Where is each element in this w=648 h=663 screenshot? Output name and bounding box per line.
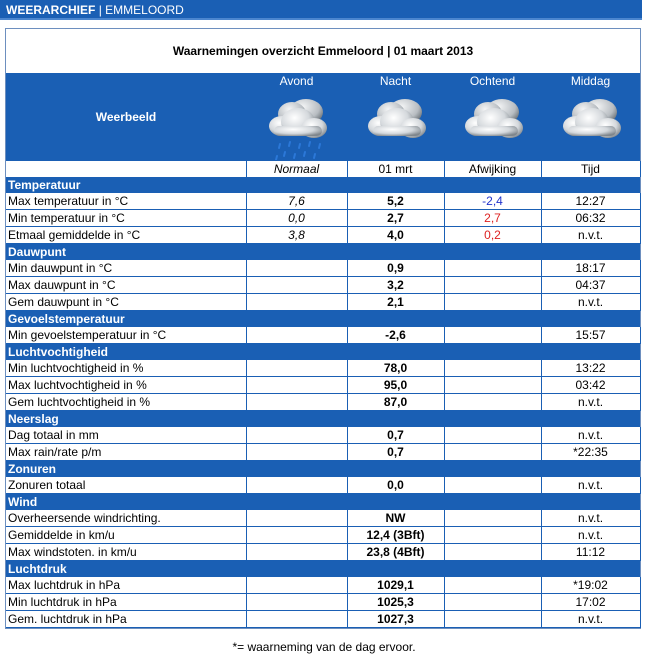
table-row — [6, 377, 640, 394]
section-header — [6, 561, 640, 578]
table-row — [6, 227, 640, 244]
row-label: Min dauwpunt in °C — [6, 260, 246, 277]
normaal-value: 0,0 — [246, 210, 347, 227]
normaal-value — [246, 360, 347, 377]
table-row — [6, 193, 640, 210]
location-name: EMMELOORD — [105, 3, 184, 17]
normaal-value: 7,6 — [246, 193, 347, 210]
observed-value: 0,0 — [347, 477, 444, 494]
column-header-tijd: Tijd — [541, 161, 640, 177]
section-title: Zonuren — [6, 461, 640, 478]
cloud-icon — [349, 90, 442, 160]
tijd-value: 03:42 — [541, 377, 640, 394]
observed-value: 0,7 — [347, 444, 444, 461]
table-row — [6, 294, 640, 311]
observed-value: 12,4 (3Bft) — [347, 527, 444, 544]
tijd-value: 11:12 — [541, 544, 640, 561]
afwijking-value — [444, 444, 541, 461]
section-title: Gevoelstemperatuur — [6, 311, 640, 328]
page-title: Waarnemingen overzicht Emmeloord | 01 maart 2013 — [6, 29, 640, 73]
cloud-icon — [543, 90, 638, 160]
afwijking-value: 2,7 — [444, 210, 541, 227]
normaal-value — [246, 544, 347, 561]
table-row — [6, 577, 640, 594]
row-label: Gem luchtvochtigheid in % — [6, 394, 246, 411]
table-row — [6, 277, 640, 294]
afwijking-value — [444, 477, 541, 494]
normaal-value — [246, 394, 347, 411]
normaal-value — [246, 611, 347, 628]
afwijking-value — [444, 327, 541, 344]
row-label: Max temperatuur in °C — [6, 193, 246, 210]
afwijking-value — [444, 544, 541, 561]
table-row — [6, 611, 640, 628]
table-row — [6, 427, 640, 444]
afwijking-value — [444, 377, 541, 394]
tijd-value: n.v.t. — [541, 394, 640, 411]
row-label: Gemiddelde in km/u — [6, 527, 246, 544]
observed-value: 1025,3 — [347, 594, 444, 611]
afwijking-value — [444, 527, 541, 544]
row-label: Dag totaal in mm — [6, 427, 246, 444]
section-header — [6, 411, 640, 428]
afwijking-value — [444, 277, 541, 294]
afwijking-value — [444, 611, 541, 628]
row-label: Max luchtdruk in hPa — [6, 577, 246, 594]
afwijking-value — [444, 427, 541, 444]
period-label-middag: Middag — [541, 73, 640, 89]
afwijking-value: 0,2 — [444, 227, 541, 244]
observed-value: -2,6 — [347, 327, 444, 344]
tijd-value: n.v.t. — [541, 427, 640, 444]
section-title: Neerslag — [6, 411, 640, 428]
period-label-avond: Avond — [246, 73, 347, 89]
observed-value: 0,9 — [347, 260, 444, 277]
row-label: Min luchtvochtigheid in % — [6, 360, 246, 377]
tijd-value: n.v.t. — [541, 294, 640, 311]
table-row — [6, 260, 640, 277]
section-title: Dauwpunt — [6, 244, 640, 261]
period-icon-cell — [541, 89, 640, 161]
top-header-bar — [0, 0, 642, 20]
normaal-value — [246, 510, 347, 527]
section-title: Wind — [6, 494, 640, 511]
period-label-ochtend: Ochtend — [444, 73, 541, 89]
tijd-value: n.v.t. — [541, 527, 640, 544]
observed-value: 5,2 — [347, 193, 444, 210]
column-header-normaal: Normaal — [246, 161, 347, 177]
tijd-value: n.v.t. — [541, 477, 640, 494]
period-icon-cell — [444, 89, 541, 161]
table-row — [6, 594, 640, 611]
row-label: Max luchtvochtigheid in % — [6, 377, 246, 394]
tijd-value: n.v.t. — [541, 227, 640, 244]
tijd-value: *22:35 — [541, 444, 640, 461]
tijd-value: n.v.t. — [541, 611, 640, 628]
tijd-value: 12:27 — [541, 193, 640, 210]
section-title: Luchtvochtigheid — [6, 344, 640, 361]
observed-value: 0,7 — [347, 427, 444, 444]
afwijking-value — [444, 360, 541, 377]
table-row — [6, 360, 640, 377]
weerbeeld-label: Weerbeeld — [6, 73, 246, 161]
observed-value: 1029,1 — [347, 577, 444, 594]
normaal-value — [246, 260, 347, 277]
observed-value: 1027,3 — [347, 611, 444, 628]
normaal-value — [246, 327, 347, 344]
footnote: *= waarneming van de dag ervoor. — [232, 640, 416, 654]
row-label: Max windstoten. in km/u — [6, 544, 246, 561]
column-header-afwijking: Afwijking — [444, 161, 541, 177]
afwijking-value — [444, 394, 541, 411]
afwijking-value: -2,4 — [444, 193, 541, 210]
normaal-value — [246, 294, 347, 311]
normaal-value — [246, 477, 347, 494]
period-icon-cell — [246, 89, 347, 161]
column-header-date: 01 mrt — [347, 161, 444, 177]
normaal-value — [246, 527, 347, 544]
period-icon-cell — [347, 89, 444, 161]
site-name: WEERARCHIEF — [6, 3, 96, 17]
period-labels-row — [6, 73, 640, 89]
row-label: Gem. luchtdruk in hPa — [6, 611, 246, 628]
afwijking-value — [444, 260, 541, 277]
column-header-empty — [6, 161, 246, 177]
normaal-value — [246, 427, 347, 444]
table-row — [6, 527, 640, 544]
observations-panel — [5, 28, 641, 629]
normaal-value — [246, 594, 347, 611]
normaal-value — [246, 277, 347, 294]
tijd-value: 13:22 — [541, 360, 640, 377]
table-row — [6, 444, 640, 461]
tijd-value: n.v.t. — [541, 510, 640, 527]
tijd-value: 06:32 — [541, 210, 640, 227]
section-header — [6, 461, 640, 478]
table-row — [6, 327, 640, 344]
section-header — [6, 244, 640, 261]
column-header-row — [6, 161, 640, 177]
normaal-value — [246, 577, 347, 594]
header-separator: | — [98, 3, 102, 17]
observed-value: NW — [347, 510, 444, 527]
row-label: Max dauwpunt in °C — [6, 277, 246, 294]
section-title: Temperatuur — [6, 177, 640, 193]
normaal-value — [246, 377, 347, 394]
table-row — [6, 210, 640, 227]
observations-table — [6, 73, 641, 628]
row-label: Min gevoelstemperatuur in °C — [6, 327, 246, 344]
row-label: Etmaal gemiddelde in °C — [6, 227, 246, 244]
row-label: Max rain/rate p/m — [6, 444, 246, 461]
table-row — [6, 510, 640, 527]
section-header — [6, 311, 640, 328]
observed-value: 2,7 — [347, 210, 444, 227]
row-label: Min luchtdruk in hPa — [6, 594, 246, 611]
tijd-value: 18:17 — [541, 260, 640, 277]
observed-value: 78,0 — [347, 360, 444, 377]
observed-value: 4,0 — [347, 227, 444, 244]
tijd-value: *19:02 — [541, 577, 640, 594]
normaal-value — [246, 444, 347, 461]
observed-value: 87,0 — [347, 394, 444, 411]
row-label: Zonuren totaal — [6, 477, 246, 494]
observed-value: 3,2 — [347, 277, 444, 294]
tijd-value: 15:57 — [541, 327, 640, 344]
observed-value: 95,0 — [347, 377, 444, 394]
afwijking-value — [444, 594, 541, 611]
section-header — [6, 344, 640, 361]
section-title: Luchtdruk — [6, 561, 640, 578]
row-label: Gem dauwpunt in °C — [6, 294, 246, 311]
row-label: Overheersende windrichting. — [6, 510, 246, 527]
table-row — [6, 477, 640, 494]
rain-cloud-icon — [248, 90, 345, 160]
table-row — [6, 544, 640, 561]
tijd-value: 17:02 — [541, 594, 640, 611]
afwijking-value — [444, 510, 541, 527]
afwijking-value — [444, 294, 541, 311]
section-header — [6, 177, 640, 193]
row-label: Min temperatuur in °C — [6, 210, 246, 227]
period-label-nacht: Nacht — [347, 73, 444, 89]
observed-value: 2,1 — [347, 294, 444, 311]
observed-value: 23,8 (4Bft) — [347, 544, 444, 561]
normaal-value: 3,8 — [246, 227, 347, 244]
tijd-value: 04:37 — [541, 277, 640, 294]
table-row — [6, 394, 640, 411]
afwijking-value — [444, 577, 541, 594]
section-header — [6, 494, 640, 511]
cloud-icon — [446, 90, 539, 160]
